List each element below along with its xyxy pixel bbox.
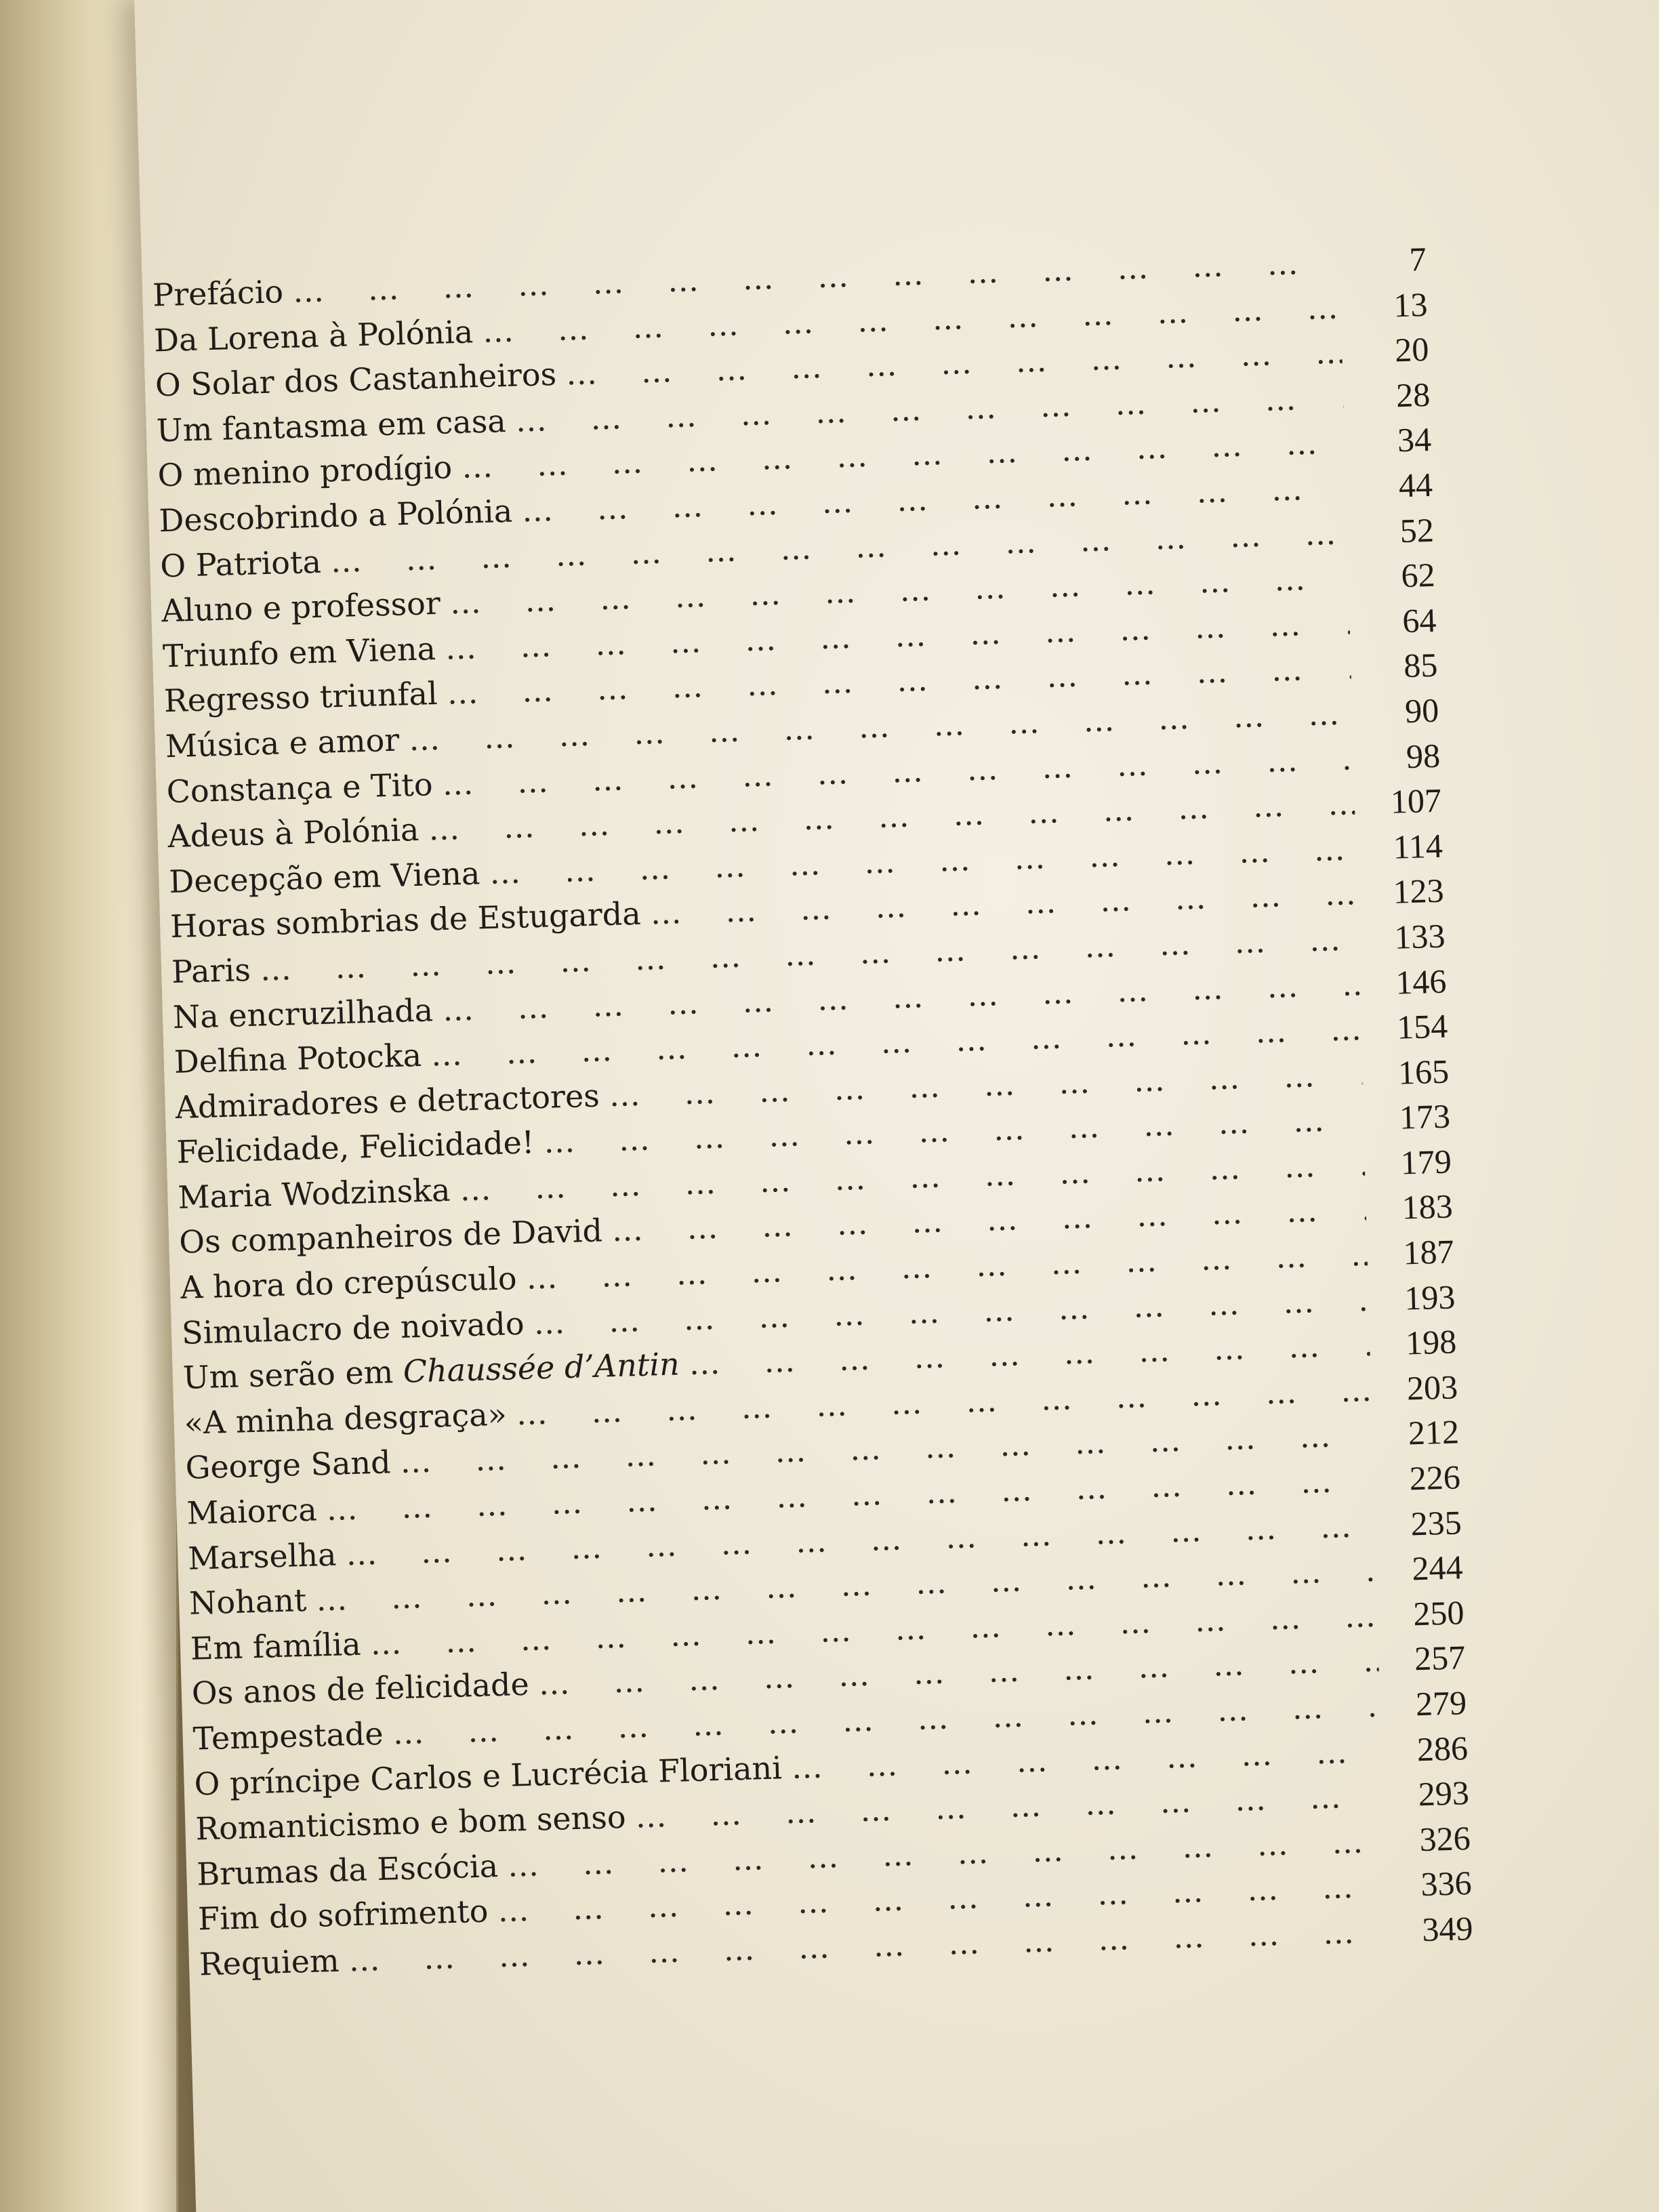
entry-page-number: 107 (1390, 781, 1442, 821)
entry-page-number: 85 (1403, 646, 1439, 685)
entry-page-number: 336 (1420, 1864, 1473, 1904)
entry-title: Nohant (188, 1582, 308, 1622)
entry-title: Triunfo em Viena (162, 630, 436, 675)
entry-title: Admiradores e detractores (175, 1077, 600, 1126)
entry-title: Em família (190, 1625, 362, 1667)
entry-title: Tempestade (192, 1715, 384, 1757)
entry-title: O menino prodígio (157, 449, 453, 494)
entry-page-number: 257 (1414, 1638, 1466, 1678)
entry-title: Aluno e professor (161, 584, 441, 630)
entry-title: Brumas da Escócia (196, 1847, 499, 1893)
entry-page-number: 98 (1406, 736, 1441, 775)
entry-title: Requiem (199, 1942, 340, 1983)
entry-page-number: 226 (1408, 1458, 1461, 1498)
entry-title-prefix: Um serão em (182, 1353, 394, 1397)
entry-title: Decepção em Viena (168, 855, 480, 900)
entry-page-number: 203 (1406, 1368, 1458, 1408)
entry-page-number: 235 (1410, 1502, 1462, 1542)
entry-page-number: 293 (1418, 1774, 1470, 1814)
entry-page-number: 146 (1395, 962, 1448, 1002)
book-page (134, 0, 1659, 2212)
entry-page-number: 52 (1399, 510, 1435, 550)
entry-title: Da Lorena à Polónia (153, 312, 474, 359)
entry-title: Constança e Tito (166, 765, 434, 810)
entry-page-number: 34 (1397, 420, 1432, 459)
entry-page-number: 133 (1393, 916, 1446, 956)
entry-title: O príncipe Carlos e Lucrécia Floriani (193, 1749, 783, 1803)
entry-title: Horas sombrias de Estugarda (169, 895, 642, 945)
entry-title: Romanticismo e bom senso (194, 1799, 627, 1847)
entry-page-number: 114 (1392, 826, 1443, 866)
entry-page-number: 198 (1405, 1322, 1457, 1362)
entry-title: A hora do crepúsculo (180, 1260, 518, 1306)
entry-title: Marselha (187, 1536, 337, 1577)
entry-page-number: 13 (1393, 285, 1429, 324)
entry-title: Música e amor (165, 721, 400, 765)
entry-title: O Patriota (159, 543, 322, 584)
entry-page-number: 279 (1415, 1683, 1467, 1723)
table-of-contents (152, 237, 1473, 1986)
entry-page-number: 250 (1412, 1593, 1465, 1633)
entry-title: O Solar dos Castanheiros (155, 356, 557, 404)
entry-page-number: 62 (1400, 555, 1436, 595)
entry-title: «A minha desgraça» (184, 1395, 508, 1441)
entry-page-number: 154 (1396, 1006, 1448, 1046)
entry-title: Um fantasma em casa (156, 402, 507, 449)
entry-page-number: 286 (1416, 1728, 1469, 1768)
entry-page-number: 123 (1392, 871, 1445, 912)
entry-page-number: 7 (1408, 240, 1427, 279)
entry-page-number: 173 (1399, 1097, 1451, 1136)
entry-title: Descobrindo a Polónia (158, 492, 513, 539)
entry-page-number: 212 (1408, 1412, 1460, 1452)
entry-page-number: 193 (1404, 1277, 1456, 1317)
entry-title: Delfina Potocka (173, 1036, 422, 1081)
entry-title: Simulacro de noivado (181, 1305, 525, 1351)
entry-page-number: 179 (1399, 1142, 1452, 1182)
entry-page-number: 187 (1402, 1232, 1455, 1272)
entry-title: Regresso triunfal (163, 675, 438, 720)
entry-title: Prefácio (152, 273, 284, 314)
entry-page-number: 326 (1418, 1818, 1471, 1858)
entry-title: Maria Wodzinska (177, 1171, 451, 1216)
entry-page-number: 244 (1411, 1548, 1464, 1588)
entry-title-italic: Chaussée d’Antin (403, 1345, 680, 1391)
entry-title: George Sand (184, 1443, 392, 1487)
entry-page-number: 349 (1421, 1909, 1474, 1949)
entry-title: Na encruzilhada (172, 991, 434, 1036)
entry-title: Felicidade, Felicidade! (176, 1124, 535, 1171)
entry-page-number: 183 (1401, 1187, 1454, 1227)
entry-page-number: 44 (1398, 465, 1433, 505)
entry-title: Paris (171, 951, 251, 990)
entry-title: Adeus à Polónia (167, 811, 419, 855)
entry-page-number: 20 (1394, 330, 1430, 369)
entry-title: Os anos de felicidade (191, 1666, 530, 1713)
entry-title: Fim do sofrimento (197, 1892, 489, 1938)
entry-page-number: 64 (1401, 600, 1437, 640)
entry-page-number: 165 (1397, 1052, 1450, 1092)
entry-title: Maiorca (186, 1491, 318, 1532)
entry-title: Os companheiros de David (178, 1212, 603, 1261)
entry-page-number: 28 (1395, 375, 1431, 415)
entry-page-number: 90 (1404, 691, 1439, 731)
